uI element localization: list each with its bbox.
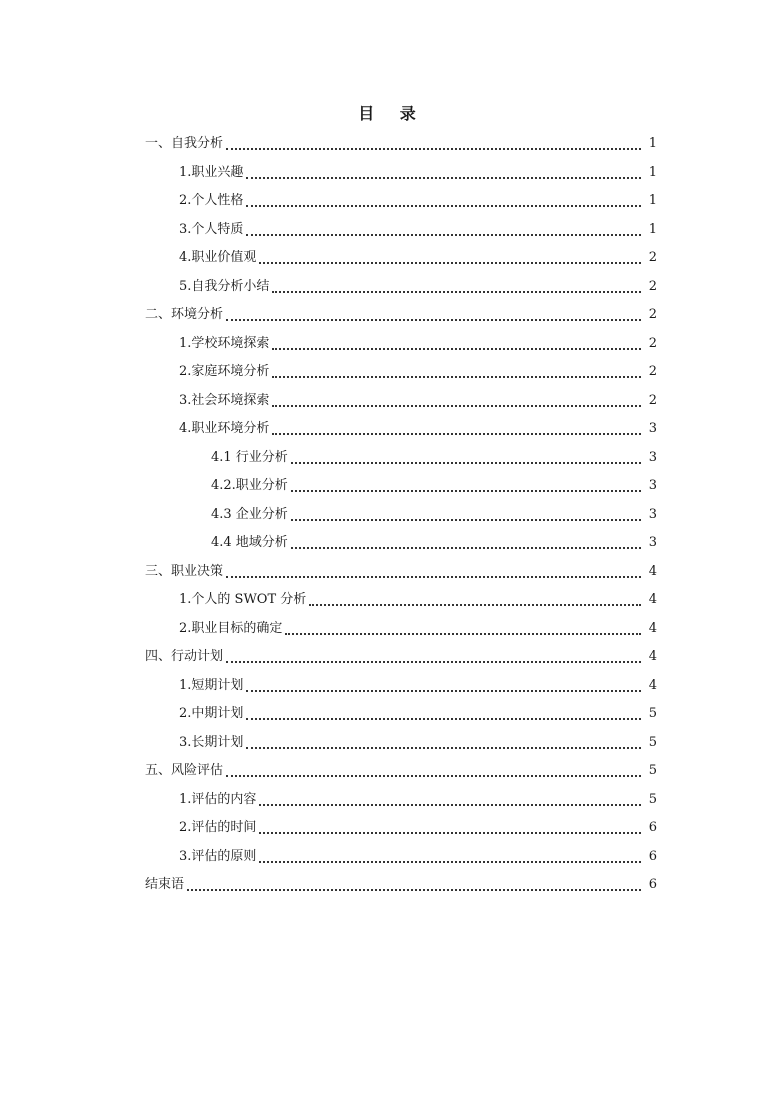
toc-entry[interactable] [145,187,657,216]
toc-entry-label: 2.职业目标的确定 [179,620,283,636]
toc-entry-label: 3.社会环境探索 [179,392,270,408]
toc-entry-label: 二、环境分析 [145,307,224,322]
toc-page-number: 6 [648,877,657,892]
toc-page-number: 2 [648,250,657,265]
toc-entry[interactable] [145,358,657,387]
toc-dot-leader [259,786,641,815]
toc-entry-label: 4.1 行业分析 [211,449,288,465]
toc-entry-label: 五、风险评估 [145,763,224,778]
toc-page-number: 1 [648,136,657,151]
toc-page-number: 1 [648,221,657,237]
toc-entry-label: 4.2.职业分析 [211,478,288,493]
toc-dot-leader [246,729,641,758]
toc-entry-label: 结束语 [145,877,185,892]
toc-page-number: 3 [648,535,657,550]
toc-entry[interactable] [145,444,657,473]
toc-page-number: 5 [648,763,657,778]
toc-page-number: 4 [648,677,657,693]
toc-entry-label: 1.职业兴趣 [179,164,244,180]
toc-dot-leader [291,444,641,473]
toc-title: 目 录 [358,104,426,123]
toc-entry-label: 5.自我分析小结 [179,278,270,294]
toc-entry-label: 1.个人的 SWOT 分析 [179,592,307,607]
toc-dot-leader [272,415,641,444]
toc-dot-leader [187,871,641,900]
toc-dot-leader [226,301,641,330]
toc-entry-label: 2.家庭环境分析 [179,364,270,379]
toc-dot-leader [272,358,641,387]
toc-page-number: 6 [648,848,657,864]
toc-dot-leader [246,672,641,701]
toc-dot-leader [259,814,641,843]
toc-entry[interactable] [145,501,657,530]
toc-entry[interactable] [145,301,657,330]
toc-page-number: 3 [648,449,657,465]
toc-entry-label: 1.学校环境探索 [179,335,270,351]
toc-entry-label: 3.评估的原则 [179,848,257,864]
toc-dot-leader [226,130,641,159]
toc-entry[interactable] [145,672,657,701]
toc-entry[interactable] [145,558,657,587]
toc-dot-leader [272,273,641,302]
toc-entry[interactable] [145,729,657,758]
toc-dot-leader [246,216,641,245]
toc-dot-leader [246,159,641,188]
toc-entry[interactable] [145,216,657,245]
toc-dot-leader [246,700,641,729]
toc-entry[interactable] [145,159,657,188]
toc-entry[interactable] [145,415,657,444]
toc-page-number: 2 [648,364,657,379]
toc-entry[interactable] [145,244,657,273]
toc-entry[interactable] [145,786,657,815]
toc-page-number: 2 [648,278,657,294]
toc-entry[interactable] [145,472,657,501]
toc-entry-label: 4.3 企业分析 [211,506,288,522]
toc-entry-label: 2.评估的时间 [179,820,257,835]
toc-entry[interactable] [145,529,657,558]
toc-dot-leader [291,472,641,501]
toc-entry-label: 一、自我分析 [145,136,224,151]
toc-page-number: 3 [648,478,657,493]
toc-entry-label: 4.4 地域分析 [211,535,288,550]
toc-page-number: 1 [648,164,657,180]
toc-page-number: 5 [648,706,657,721]
toc-page-number: 3 [648,421,657,436]
toc-entry-label: 1.评估的内容 [179,791,257,807]
toc-page-number: 1 [648,193,657,208]
toc-page-number: 4 [648,649,657,664]
table-of-contents [145,130,657,900]
toc-dot-leader [291,529,641,558]
toc-dot-leader [226,643,641,672]
toc-entry-label: 四、行动计划 [145,649,224,664]
toc-page-number: 2 [648,335,657,351]
toc-page-number: 2 [648,307,657,322]
toc-entry[interactable] [145,843,657,872]
toc-entry-label: 3.长期计划 [179,734,244,750]
toc-dot-leader [285,615,641,644]
toc-entry-label: 3.个人特质 [179,221,244,237]
toc-entry[interactable] [145,814,657,843]
toc-page-number: 4 [648,563,657,579]
toc-entry-label: 三、职业决策 [145,563,224,579]
toc-dot-leader [291,501,641,530]
toc-entry-label: 4.职业环境分析 [179,421,270,436]
toc-page-number: 2 [648,392,657,408]
toc-entry[interactable] [145,586,657,615]
toc-dot-leader [272,387,641,416]
toc-entry[interactable] [145,643,657,672]
toc-page-number: 6 [648,820,657,835]
toc-entry[interactable] [145,871,657,900]
toc-dot-leader [259,244,641,273]
toc-entry-label: 1.短期计划 [179,677,244,693]
toc-entry[interactable] [145,330,657,359]
toc-page-number: 5 [648,791,657,807]
toc-entry[interactable] [145,615,657,644]
toc-entry[interactable] [145,273,657,302]
toc-entry[interactable] [145,700,657,729]
toc-entry-label: 4.职业价值观 [179,250,257,265]
toc-dot-leader [272,330,641,359]
toc-entry[interactable] [145,130,657,159]
toc-dot-leader [246,187,641,216]
toc-entry[interactable] [145,757,657,786]
toc-page-number: 3 [648,506,657,522]
toc-page-number: 4 [648,592,657,607]
toc-dot-leader [259,843,641,872]
toc-entry[interactable] [145,387,657,416]
toc-page-number: 5 [648,734,657,750]
toc-entry-label: 2.个人性格 [179,193,244,208]
toc-entry-label: 2.中期计划 [179,706,244,721]
toc-dot-leader [226,757,641,786]
toc-page-number: 4 [648,620,657,636]
toc-dot-leader [226,558,641,587]
toc-dot-leader [309,586,641,615]
